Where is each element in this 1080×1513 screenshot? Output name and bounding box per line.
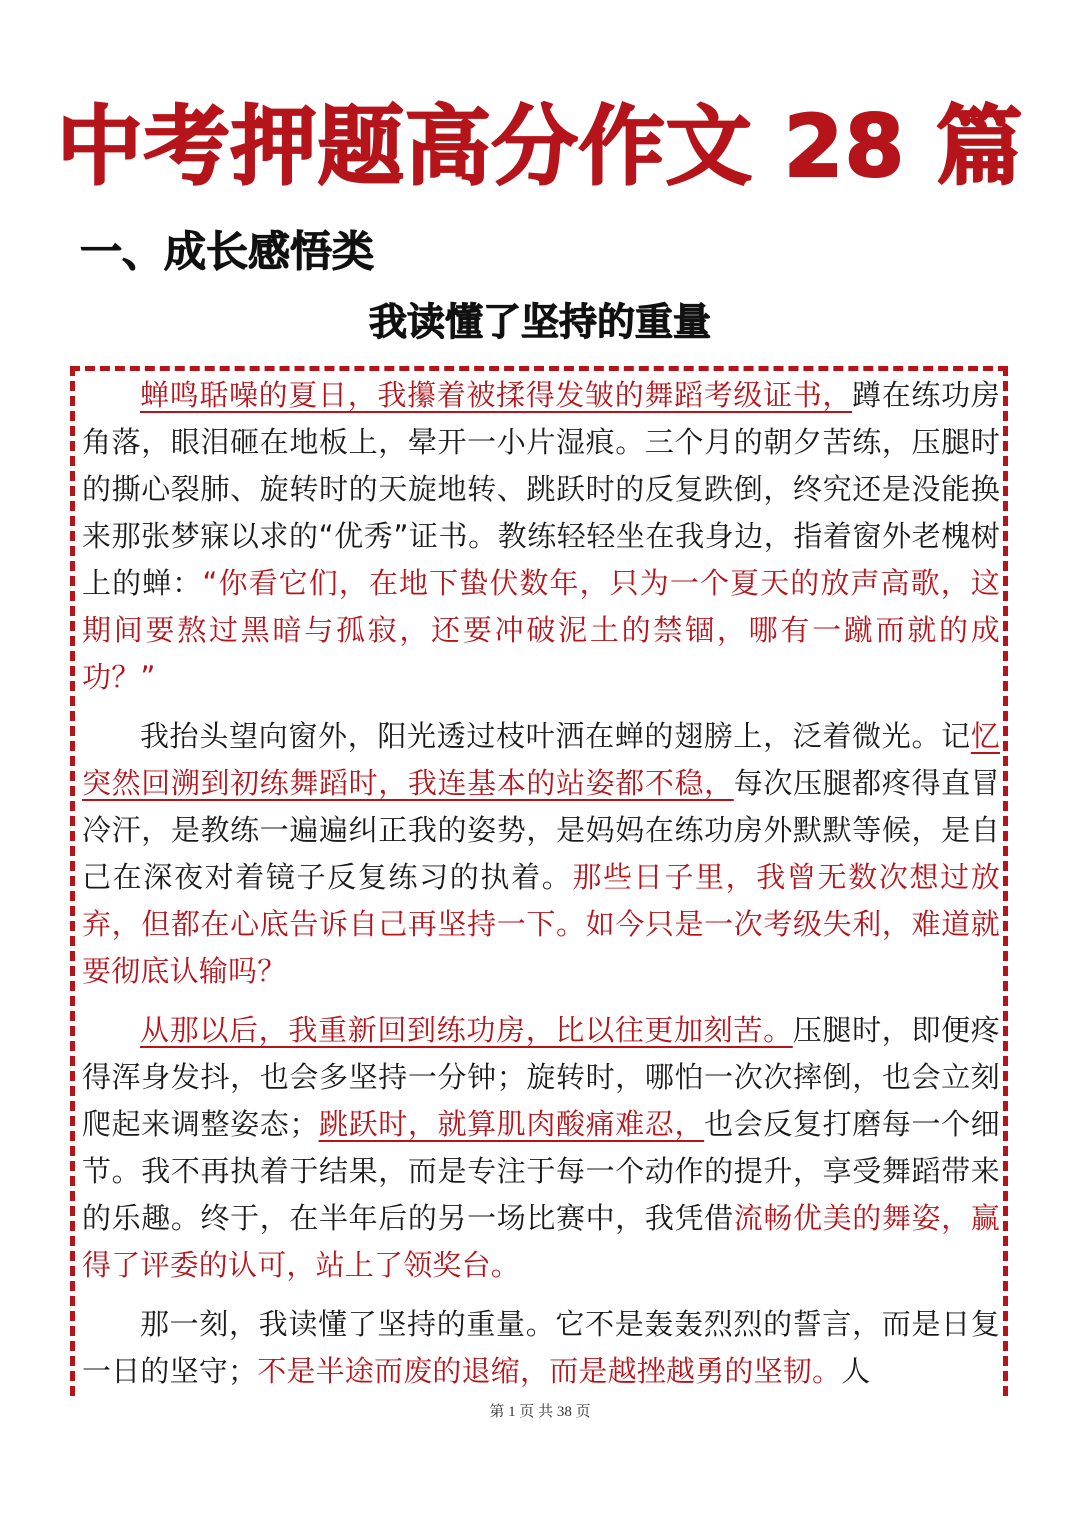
- section-heading: 一、成长感悟类: [80, 227, 375, 276]
- body-text: 我抬头望向窗外，阳光透过枝叶洒在蝉的翅膀上，泛着微光。记: [140, 719, 971, 753]
- quote-text: “你看它们，在地下蛰伏数年，只为一个夏天的放声高歌，这期间要熬过黑暗与孤寂，还要冲破泥土的禁锢，哪有一蹴而就的成功？”: [82, 566, 1000, 694]
- essay-body: [82, 372, 1000, 1407]
- document-main-title: 中考押题高分作文 28 篇: [56, 97, 1024, 197]
- emphasis-text: 流畅优美的舞姿，赢得了评委的认可，站上了领奖台。: [82, 1201, 1000, 1282]
- body-text: 那一刻，我读懂了坚持的重量。它不是轰轰烈烈的誓言，而是日复一日的坚守；: [82, 1307, 1000, 1388]
- essay-paragraph-3: [82, 1007, 1000, 1289]
- highlight-text: 蝉鸣聒噪的夏日，我攥着被揉得发皱的舞蹈考级证书，: [140, 378, 853, 412]
- body-text: 人: [841, 1354, 871, 1388]
- essay-title: 我读懂了坚持的重量: [368, 300, 711, 344]
- body-text: 蹲在练功房角落，眼泪砸在地板上，晕开一小片湿痕。三个月的朝夕苦练，压腿时的撕心裂肺、旋转时的天旋地转、跳跃时的反复跌倒，终究还是没能换来那张梦寐以求的“优秀”证书。教练轻轻坐在我身边，指着窗外老槐树上的蝉：: [82, 378, 1000, 600]
- body-text: 压腿时，即便疼得浑身发抖，也会多坚持一分钟；旋转时，哪怕一次次摔倒，也会立刻爬起来调整姿态；: [82, 1013, 1000, 1141]
- body-text: 也会反复打磨每一个细节。我不再执着于结果，而是专注于每一个动作的提升，享受舞蹈带来的乐趣。终于，在半年后的另一场比赛中，我凭借: [82, 1107, 1000, 1235]
- essay-paragraph-1: [82, 372, 1000, 701]
- essay-paragraph-2: [82, 713, 1000, 995]
- highlight-text: 从那以后，我重新回到练功房，比以往更加刻苦。: [140, 1013, 793, 1047]
- page-footer: 第 1 页 共 38 页: [489, 1404, 591, 1420]
- essay-paragraph-4: [82, 1301, 1000, 1395]
- highlight-text: 忆突然回溯到初练舞蹈时，我连基本的站姿都不稳，: [82, 719, 1000, 800]
- emphasis-text: 不是半途而废的退缩，而是越挫越勇的坚韧。: [257, 1354, 842, 1388]
- body-text: 每次压腿都疼得直冒冷汗，是教练一遍遍纠正我的姿势，是妈妈在练功房外默默等候，是自己在深夜对着镜子反复练习的执着。: [82, 766, 1000, 894]
- emphasis-text: 那些日子里，我曾无数次想过放弃，但都在心底告诉自己再坚持一下。如今只是一次考级失利，难道就要彻底认输吗？: [82, 860, 1000, 988]
- highlight-text: 跳跃时，就算肌肉酸痛难忍，: [318, 1107, 705, 1141]
